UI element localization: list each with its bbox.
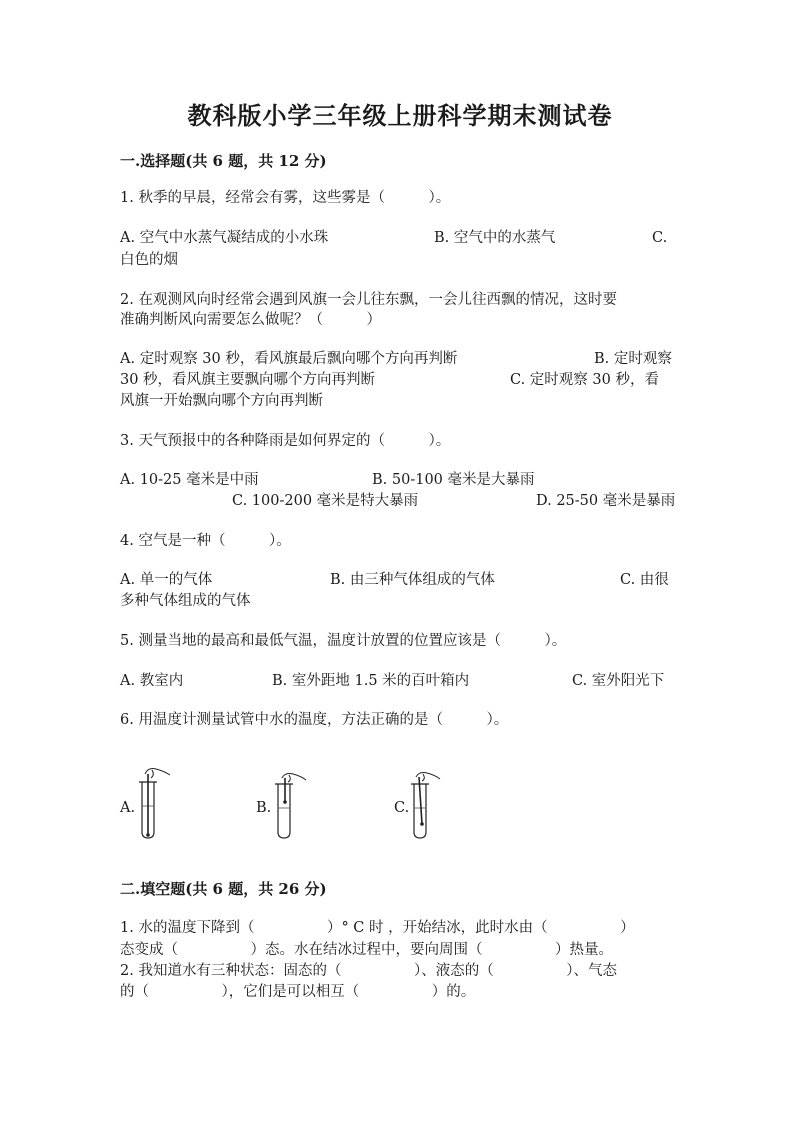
question-5-option-c: C. 室外阳光下 [572, 673, 665, 689]
question-6-stem: 6. 用温度计测量试管中水的温度，方法正确的是（ ）。 [120, 712, 509, 728]
question-1-option-c: C. [652, 230, 668, 246]
question-1-option-b: B. 空气中的水蒸气 [434, 230, 556, 246]
question-1-stem: 1. 秋季的早晨，经常会有雾，这些雾是（ ）。 [120, 190, 451, 206]
question-3-option-d: D. 25-50 毫米是暴雨 [536, 493, 676, 509]
question-6-option-c: C. [394, 800, 410, 816]
question-4-option-c: C. 由很 [620, 572, 669, 588]
fill-question-2-line-1: 2. 我知道水有三种状态：固态的（ ）、液态的（ ）、气态 [120, 963, 617, 979]
test-tube-thermometer-b-image [270, 772, 310, 840]
question-6-option-a: A. [120, 800, 136, 816]
question-2-option-b: B. 定时观察 [594, 351, 672, 367]
section-heading-fill-blank: 二.填空题(共 6 题，共 26 分) [120, 880, 327, 898]
question-2-stem-line-1: 2. 在观测风向时经常会遇到风旗一会儿往东飘，一会儿往西飘的情况，这时要 [120, 292, 617, 308]
question-4-option-a: A. 单一的气体 [120, 572, 213, 588]
question-5-stem: 5. 测量当地的最高和最低气温，温度计放置的位置应该是（ ）。 [120, 633, 567, 649]
page-title: 教科版小学三年级上册科学期末测试卷 [187, 101, 613, 130]
question-2-option-c-cont: 风旗一开始飘向哪个方向再判断 [120, 393, 323, 409]
question-4-option-b: B. 由三种气体组成的气体 [330, 572, 495, 588]
question-3-option-b: B. 50-100 毫米是大暴雨 [372, 472, 535, 488]
question-3-option-c: C. 100-200 毫米是特大暴雨 [232, 493, 419, 509]
question-2-option-a: A. 定时观察 30 秒，看风旗最后飘向哪个方向再判断 [120, 351, 458, 367]
question-3-option-a: A. 10-25 毫米是中雨 [120, 472, 259, 488]
question-2-option-c: C. 定时观察 30 秒，看 [510, 372, 659, 388]
question-6-option-b: B. [256, 800, 272, 816]
question-1-option-a: A. 空气中水蒸气凝结成的小水珠 [120, 230, 329, 246]
fill-question-1-line-1: 1. 水的温度下降到（ ）° C 时 ，开始结冰，此时水由（ ） [120, 920, 635, 936]
question-1-option-c-cont: 白色的烟 [120, 252, 178, 268]
question-4-option-c-cont: 多种气体组成的气体 [120, 593, 251, 609]
test-tube-thermometer-a-image [134, 766, 174, 840]
question-2-stem-line-2: 准确判断风向需要怎么做呢？（ ） [120, 312, 381, 328]
question-2-option-b-cont: 30 秒，看风旗主要飘向哪个方向再判断 [120, 372, 376, 388]
test-tube-thermometer-c-image [406, 770, 446, 840]
question-4-stem: 4. 空气是一种（ ）。 [120, 533, 291, 549]
fill-question-2-line-2: 的（ ），它们是可以相互（ ）的。 [120, 984, 476, 1000]
question-5-option-a: A. 教室内 [120, 673, 184, 689]
question-3-stem: 3. 天气预报中的各种降雨是如何界定的（ ）。 [120, 433, 451, 449]
section-heading-choice: 一.选择题(共 6 题，共 12 分) [120, 152, 327, 170]
fill-question-1-line-2: 态变成（ ）态。水在结冰过程中，要向周围（ ）热量。 [120, 942, 613, 958]
question-5-option-b: B. 室外距地 1.5 米的百叶箱内 [272, 673, 470, 689]
